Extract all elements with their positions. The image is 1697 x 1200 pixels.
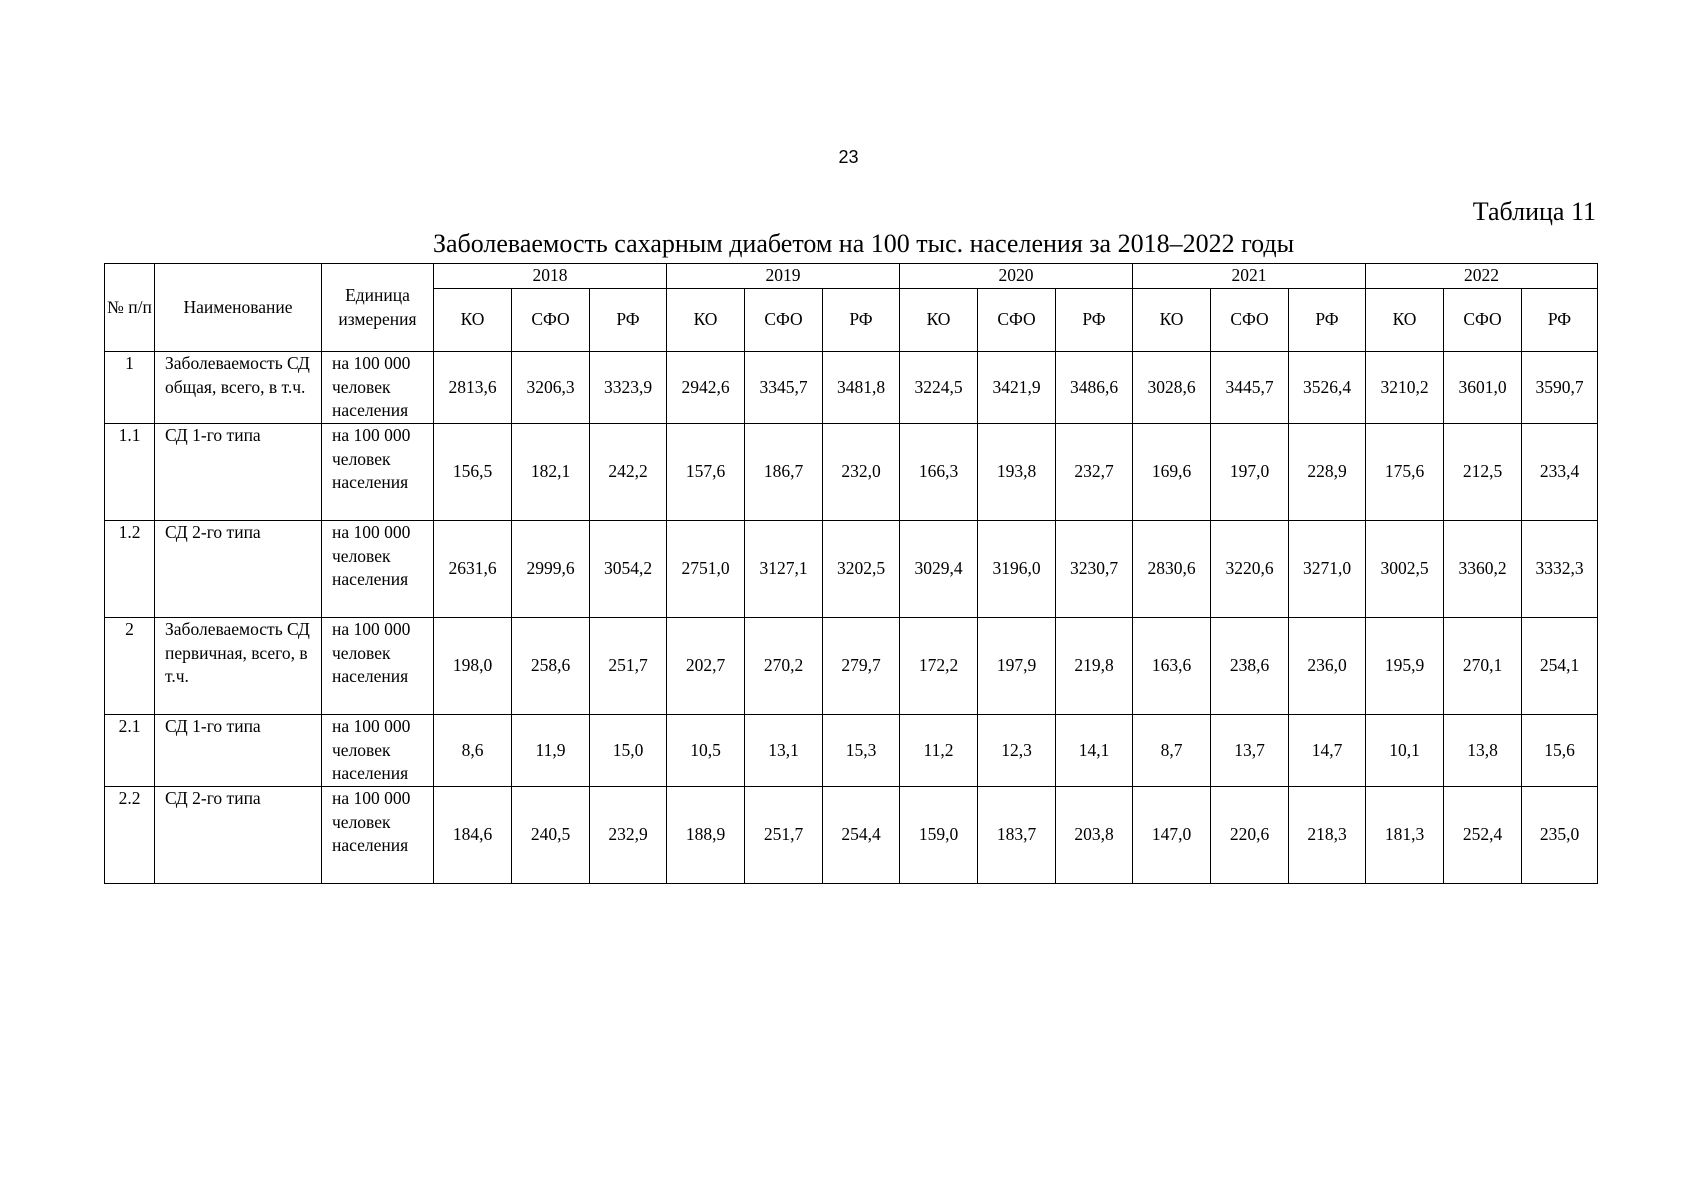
header-region: СФО — [745, 289, 823, 352]
value-cell: 3271,0 — [1289, 521, 1366, 618]
header-name: Наименование — [155, 264, 322, 352]
table-row — [105, 521, 1598, 618]
row-unit: на 100 000 человек населения — [322, 424, 434, 521]
value-cell: 242,2 — [590, 424, 667, 521]
header-year: 2021 — [1133, 264, 1366, 289]
header-region: КО — [1133, 289, 1211, 352]
header-region: СФО — [1211, 289, 1289, 352]
value-cell: 15,6 — [1522, 715, 1598, 787]
value-cell: 270,2 — [745, 618, 823, 715]
value-cell: 3224,5 — [900, 352, 978, 424]
table-row — [105, 424, 1598, 521]
value-cell: 2631,6 — [434, 521, 512, 618]
value-cell: 238,6 — [1211, 618, 1289, 715]
value-cell: 3196,0 — [978, 521, 1056, 618]
value-cell: 218,3 — [1289, 787, 1366, 884]
value-cell: 169,6 — [1133, 424, 1211, 521]
value-cell: 163,6 — [1133, 618, 1211, 715]
value-cell: 254,4 — [823, 787, 900, 884]
value-cell: 182,1 — [512, 424, 590, 521]
row-number: 2.1 — [105, 715, 155, 787]
table-row — [105, 787, 1598, 884]
value-cell: 8,7 — [1133, 715, 1211, 787]
header-region: КО — [434, 289, 512, 352]
incidence-table — [104, 263, 1598, 884]
row-name: Заболеваемость СД первичная, всего, в т.ч. — [155, 618, 322, 715]
row-number: 2.2 — [105, 787, 155, 884]
value-cell: 252,4 — [1444, 787, 1522, 884]
table-body — [105, 352, 1598, 884]
header-region: КО — [667, 289, 745, 352]
value-cell: 3360,2 — [1444, 521, 1522, 618]
value-cell: 166,3 — [900, 424, 978, 521]
value-cell: 157,6 — [667, 424, 745, 521]
header-year: 2018 — [434, 264, 667, 289]
table-row — [105, 352, 1598, 424]
value-cell: 251,7 — [745, 787, 823, 884]
value-cell: 15,0 — [590, 715, 667, 787]
value-cell: 159,0 — [900, 787, 978, 884]
table-title: Заболеваемость сахарным диабетом на 100 тыс. населения за 2018–2022 годы — [432, 229, 1295, 258]
value-cell: 175,6 — [1366, 424, 1444, 521]
value-cell: 235,0 — [1522, 787, 1598, 884]
value-cell: 3601,0 — [1444, 352, 1522, 424]
value-cell: 2813,6 — [434, 352, 512, 424]
row-unit: на 100 000 человек населения — [322, 521, 434, 618]
value-cell: 232,0 — [823, 424, 900, 521]
value-cell: 11,9 — [512, 715, 590, 787]
header-region: СФО — [1444, 289, 1522, 352]
value-cell: 258,6 — [512, 618, 590, 715]
header-region: КО — [900, 289, 978, 352]
value-cell: 14,7 — [1289, 715, 1366, 787]
value-cell: 172,2 — [900, 618, 978, 715]
table-row — [105, 618, 1598, 715]
value-cell: 3332,3 — [1522, 521, 1598, 618]
value-cell: 3054,2 — [590, 521, 667, 618]
value-cell: 236,0 — [1289, 618, 1366, 715]
value-cell: 197,9 — [978, 618, 1056, 715]
row-number: 2 — [105, 618, 155, 715]
value-cell: 156,5 — [434, 424, 512, 521]
row-name: СД 1-го типа — [155, 424, 322, 521]
value-cell: 3002,5 — [1366, 521, 1444, 618]
value-cell: 3421,9 — [978, 352, 1056, 424]
value-cell: 3220,6 — [1211, 521, 1289, 618]
header-unit: Единица измерения — [322, 264, 434, 352]
value-cell: 203,8 — [1056, 787, 1133, 884]
value-cell: 197,0 — [1211, 424, 1289, 521]
value-cell: 183,7 — [978, 787, 1056, 884]
value-cell: 181,3 — [1366, 787, 1444, 884]
row-name: Заболеваемость СД общая, всего, в т.ч. — [155, 352, 322, 424]
value-cell: 13,8 — [1444, 715, 1522, 787]
value-cell: 186,7 — [745, 424, 823, 521]
value-cell: 198,0 — [434, 618, 512, 715]
value-cell: 270,1 — [1444, 618, 1522, 715]
value-cell: 3028,6 — [1133, 352, 1211, 424]
value-cell: 8,6 — [434, 715, 512, 787]
value-cell: 232,9 — [590, 787, 667, 884]
value-cell: 3481,8 — [823, 352, 900, 424]
value-cell: 251,7 — [590, 618, 667, 715]
row-name: СД 2-го типа — [155, 787, 322, 884]
value-cell: 3445,7 — [1211, 352, 1289, 424]
value-cell: 12,3 — [978, 715, 1056, 787]
value-cell: 15,3 — [823, 715, 900, 787]
row-number: 1 — [105, 352, 155, 424]
value-cell: 3345,7 — [745, 352, 823, 424]
header-year: 2019 — [667, 264, 900, 289]
header-region: РФ — [1522, 289, 1598, 352]
value-cell: 219,8 — [1056, 618, 1133, 715]
value-cell: 195,9 — [1366, 618, 1444, 715]
value-cell: 193,8 — [978, 424, 1056, 521]
value-cell: 3230,7 — [1056, 521, 1133, 618]
value-cell: 220,6 — [1211, 787, 1289, 884]
value-cell: 147,0 — [1133, 787, 1211, 884]
value-cell: 3323,9 — [590, 352, 667, 424]
table-row — [105, 715, 1598, 787]
page-number: 23 — [838, 147, 859, 167]
value-cell: 202,7 — [667, 618, 745, 715]
row-unit: на 100 000 человек населения — [322, 787, 434, 884]
value-cell: 3202,5 — [823, 521, 900, 618]
value-cell: 3590,7 — [1522, 352, 1598, 424]
value-cell: 3206,3 — [512, 352, 590, 424]
header-region: РФ — [1289, 289, 1366, 352]
row-unit: на 100 000 человек населения — [322, 618, 434, 715]
value-cell: 3127,1 — [745, 521, 823, 618]
row-name: СД 1-го типа — [155, 715, 322, 787]
header-region: РФ — [590, 289, 667, 352]
value-cell: 11,2 — [900, 715, 978, 787]
header-region: РФ — [1056, 289, 1133, 352]
header-region: КО — [1366, 289, 1444, 352]
value-cell: 2830,6 — [1133, 521, 1211, 618]
value-cell: 3526,4 — [1289, 352, 1366, 424]
value-cell: 184,6 — [434, 787, 512, 884]
header-num: № п/п — [105, 264, 155, 352]
value-cell: 3486,6 — [1056, 352, 1133, 424]
header-region: СФО — [978, 289, 1056, 352]
value-cell: 188,9 — [667, 787, 745, 884]
table-label: Таблица 11 — [1472, 197, 1596, 226]
value-cell: 233,4 — [1522, 424, 1598, 521]
row-number: 1.2 — [105, 521, 155, 618]
header-year: 2020 — [900, 264, 1133, 289]
value-cell: 2751,0 — [667, 521, 745, 618]
header-year: 2022 — [1366, 264, 1598, 289]
value-cell: 13,7 — [1211, 715, 1289, 787]
row-unit: на 100 000 человек населения — [322, 715, 434, 787]
value-cell: 232,7 — [1056, 424, 1133, 521]
value-cell: 2942,6 — [667, 352, 745, 424]
row-name: СД 2-го типа — [155, 521, 322, 618]
value-cell: 2999,6 — [512, 521, 590, 618]
header-row-years — [105, 264, 1598, 289]
value-cell: 228,9 — [1289, 424, 1366, 521]
value-cell: 254,1 — [1522, 618, 1598, 715]
row-number: 1.1 — [105, 424, 155, 521]
value-cell: 10,5 — [667, 715, 745, 787]
header-region: СФО — [512, 289, 590, 352]
value-cell: 13,1 — [745, 715, 823, 787]
value-cell: 279,7 — [823, 618, 900, 715]
value-cell: 212,5 — [1444, 424, 1522, 521]
header-region: РФ — [823, 289, 900, 352]
value-cell: 3210,2 — [1366, 352, 1444, 424]
row-unit: на 100 000 человек населения — [322, 352, 434, 424]
value-cell: 240,5 — [512, 787, 590, 884]
value-cell: 10,1 — [1366, 715, 1444, 787]
value-cell: 3029,4 — [900, 521, 978, 618]
value-cell: 14,1 — [1056, 715, 1133, 787]
